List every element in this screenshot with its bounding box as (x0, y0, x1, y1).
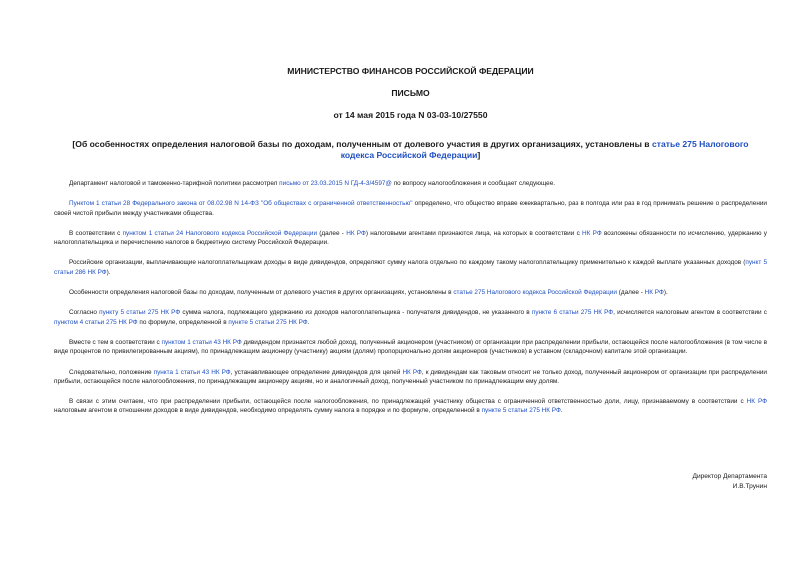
body-paragraph (54, 288, 767, 297)
legal-reference-link[interactable]: НК РФ (644, 289, 664, 297)
document-subject (54, 139, 767, 161)
paragraph-text: Департамент налоговой и таможенно-тарифной политики рассмотрел (69, 180, 280, 187)
legal-reference-link[interactable]: письмо от 23.03.2015 N ГД-4-3/4597@ (279, 180, 392, 187)
paragraph-text: определено, что общество вправе ежеквартально, раз в полгода или раз в год принимать решение о распределении своей чистой прибыли между участниками общества. (54, 200, 767, 217)
paragraph-text: . (560, 407, 563, 415)
legal-reference-link[interactable]: статье 275 Налогового кодекса Российской Федерации (453, 289, 617, 297)
paragraph-text: Вместе с тем в соответствии с (69, 338, 162, 346)
paragraph-text: , исчисляется налоговым агентом в соответствии с (613, 309, 767, 317)
paragraph-text: . (307, 318, 310, 326)
document-type: ПИСЬМО (391, 88, 430, 98)
document-date-number: от 14 мая 2015 года N 03-03-10/27550 (333, 110, 488, 120)
paragraph-text: ). (106, 268, 111, 276)
ministry-title: МИНИСТЕРСТВО ФИНАНСОВ РОССИЙСКОЙ ФЕДЕРАЦИИ (287, 66, 534, 76)
paragraph-text: Особенности определения налоговой базы по доходам, полученным от долевого участия в других организациях, установлены в (69, 289, 454, 297)
paragraph-text: , устанавливающее определение дивидендов для целей (230, 368, 403, 376)
subject-link-article-275[interactable]: статье 275 Налогового кодекса Российской Федерации (340, 139, 749, 160)
body-paragraph (54, 368, 767, 387)
paragraph-text: , к дивидендам как таковым относит не только доход, полученный акционером от организации при распределении прибыли, остающейся после налогообложения, по принадлежащим акционеру акциям, но и аналогичный доход, полученный участником по принадлежащим ему долям. (54, 368, 768, 385)
paragraph-text: сумма налога, подлежащего удержанию из доходов налогоплательщика - получателя дивидендов, не указанного в (180, 309, 532, 317)
paragraph-text: ). (663, 289, 668, 297)
body-paragraph (54, 338, 767, 357)
legal-reference-link[interactable]: пункте 6 статьи 275 НК РФ (531, 309, 614, 317)
body-paragraph (54, 308, 767, 327)
legal-reference-link[interactable]: пункте 5 статьи 275 НК РФ (481, 407, 561, 415)
legal-reference-link[interactable]: НК РФ (582, 229, 602, 237)
paragraph-text: по формуле, определенной в (137, 318, 229, 326)
legal-reference-link[interactable]: пункта 1 статьи 43 НК РФ (153, 368, 231, 376)
legal-reference-link[interactable]: пункт 5 статьи 286 НК РФ (54, 259, 767, 276)
paragraph-text: В связи с этим считаем, что при распределении прибыли, остающейся после налогообложения, по принадлежащей участнику общества с ограниченной ответственностью доли, лицу, признаваемому в соответствии с (69, 398, 747, 406)
signature-name: И.В.Трунин (732, 482, 767, 490)
paragraph-text: Следовательно, положение (69, 368, 154, 376)
legal-reference-link[interactable]: пункту 5 статьи 275 НК РФ (99, 309, 181, 317)
body-paragraph (54, 258, 767, 277)
legal-reference-link[interactable]: пункте 5 статьи 275 НК РФ (228, 318, 308, 326)
body-paragraph (54, 229, 767, 248)
legal-reference-link[interactable]: пунктом 1 статьи 24 Налогового кодекса Российской Федерации (122, 229, 318, 237)
body-paragraph (54, 397, 767, 416)
body-paragraph (54, 199, 767, 218)
legal-reference-link[interactable]: НК РФ (402, 368, 422, 376)
paragraph-text: дивидендом признается любой доход, полученный акционером (участником) от организации при распределении прибыли, остающейся после налогообложения (в том числе в виде процентов по привилегированным акциям), по принадлежащим акционеру (участнику) акциям (долям) пропорционально долям акционеров (участников) в уставном (складочном) капитале этой организации. (54, 338, 767, 356)
paragraph-text: ) налоговыми агентами признаются лица, на которых в соответствии с (365, 229, 583, 237)
paragraph-text: налоговым агентом в отношении доходов в виде дивидендов, необходимо определять сумму налога в порядке и по формуле, определенной в (54, 407, 482, 415)
body-paragraph (54, 179, 767, 188)
signature-position: Директор Департамента (692, 473, 767, 480)
signature-block (692, 472, 767, 491)
legal-reference-link[interactable]: пунктом 4 статьи 275 НК РФ (54, 318, 138, 326)
paragraph-text: возложены обязанности по исчислению, удержанию у налогоплательщика и перечислению налогов в бюджетную систему Российской Федерации. (54, 229, 767, 247)
paragraph-text: Согласно (69, 309, 100, 317)
subject-suffix: ] (477, 150, 481, 160)
legal-reference-link[interactable]: Пунктом 1 статьи 28 Федерального закона от 08.02.98 N 14-ФЗ "Об обществах с ограниченной ответственностью" (69, 200, 413, 208)
paragraph-text: Российские организации, выплачивающие налогоплательщикам доходы в виде дивидендов, определяют сумму налога отдельно по каждому такому налогоплательщику применительно к каждой выплате указанных доходов ( (69, 259, 746, 267)
subject-prefix: [Об особенностях определения налоговой базы по доходам, полученным от долевого участия в других организациях, установлены в (72, 139, 652, 149)
paragraph-text: В соответствии с (69, 229, 123, 237)
paragraph-text: (далее - (317, 229, 347, 237)
legal-reference-link[interactable]: НК РФ (746, 398, 768, 406)
paragraph-text: (далее - (616, 289, 645, 297)
document-body (54, 179, 767, 416)
paragraph-text: по вопросу налогообложения и сообщает следующее. (391, 180, 556, 187)
legal-reference-link[interactable]: НК РФ (346, 229, 366, 237)
legal-reference-link[interactable]: пунктом 1 статьи 43 НК РФ (161, 338, 242, 346)
